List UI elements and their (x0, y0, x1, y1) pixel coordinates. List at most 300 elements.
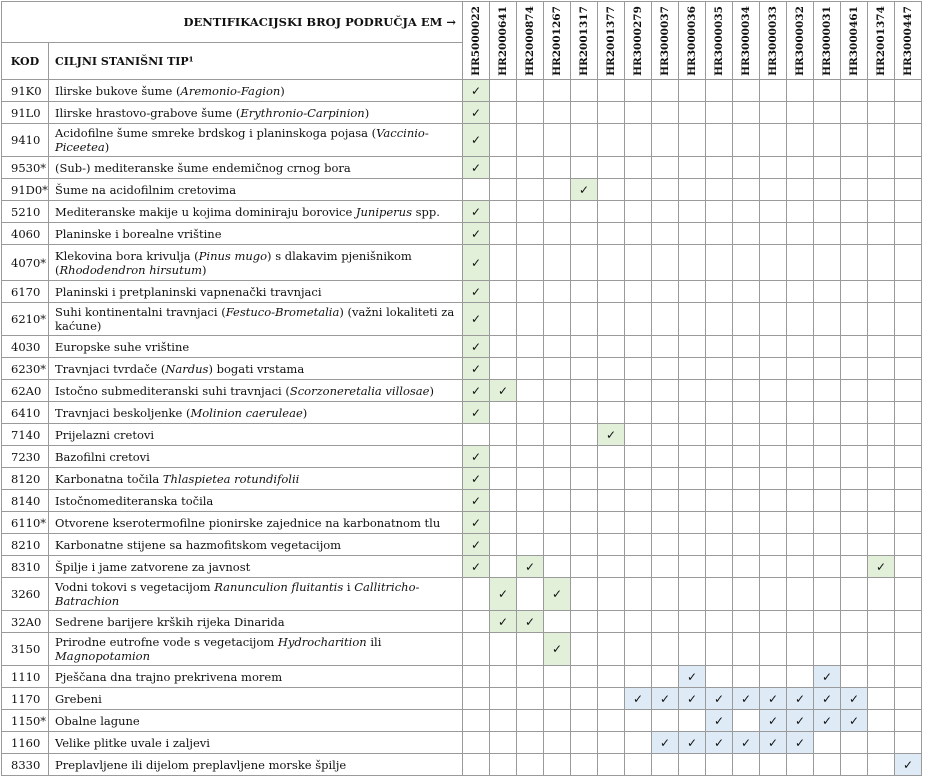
check-icon: ✓ (470, 284, 482, 299)
check-icon: ✓ (470, 339, 482, 354)
empty-cell (841, 556, 868, 578)
empty-cell (652, 534, 679, 556)
check-icon: ✓ (470, 133, 482, 147)
empty-cell (895, 124, 922, 157)
check-mark-cell (841, 710, 868, 732)
habitat-name-text: Prijelazni cretovi (55, 427, 155, 442)
empty-cell (544, 102, 571, 124)
empty-cell (868, 490, 895, 512)
empty-cell (544, 424, 571, 446)
empty-cell (598, 223, 625, 245)
check-icon: ✓ (470, 559, 482, 574)
empty-cell (625, 201, 652, 223)
empty-cell (787, 303, 814, 336)
check-mark-cell (463, 124, 490, 157)
habitat-name-latin: Molinion caeruleae (190, 405, 303, 420)
empty-cell (760, 179, 787, 201)
empty-cell (814, 512, 841, 534)
empty-cell (787, 102, 814, 124)
empty-cell (895, 245, 922, 281)
habitat-code: 62A0 (2, 380, 49, 402)
empty-cell (463, 611, 490, 633)
check-mark-cell (598, 424, 625, 446)
empty-cell (517, 201, 544, 223)
empty-cell (544, 223, 571, 245)
site-header-hr2001377 (598, 2, 625, 80)
empty-cell (868, 179, 895, 201)
habitat-code: 7230 (2, 446, 49, 468)
empty-cell (895, 468, 922, 490)
empty-cell (463, 179, 490, 201)
empty-cell (544, 336, 571, 358)
habitat-name-text: Preplavljene ili dijelom preplavljene morske špilje (55, 757, 347, 772)
empty-cell (679, 446, 706, 468)
habitat-name (49, 358, 463, 380)
check-icon: ✓ (551, 587, 563, 601)
site-id-label: HR3000033 (767, 5, 779, 76)
empty-cell (598, 179, 625, 201)
empty-cell (490, 446, 517, 468)
habitat-code: 1150* (2, 710, 49, 732)
empty-cell (787, 281, 814, 303)
empty-cell (679, 556, 706, 578)
check-mark-cell (625, 688, 652, 710)
check-icon: ✓ (470, 83, 482, 98)
empty-cell (895, 490, 922, 512)
check-mark-cell (463, 303, 490, 336)
site-id-label: HR3000031 (821, 5, 833, 76)
check-mark-cell (841, 688, 868, 710)
empty-cell (625, 336, 652, 358)
empty-cell (490, 754, 517, 776)
empty-cell (706, 534, 733, 556)
site-id-label: HR2001267 (551, 5, 563, 76)
empty-cell (868, 245, 895, 281)
empty-cell (733, 633, 760, 666)
site-header-hr3000461 (841, 2, 868, 80)
empty-cell (733, 336, 760, 358)
empty-cell (571, 380, 598, 402)
empty-cell (868, 201, 895, 223)
empty-cell (841, 303, 868, 336)
empty-cell (895, 688, 922, 710)
habitat-name (49, 80, 463, 102)
empty-cell (787, 556, 814, 578)
habitat-name-text: Velike plitke uvale i zaljevi (55, 735, 210, 750)
empty-cell (868, 380, 895, 402)
empty-cell (706, 303, 733, 336)
empty-cell (706, 666, 733, 688)
empty-cell (868, 80, 895, 102)
check-mark-cell (463, 556, 490, 578)
habitat-code: 4070* (2, 245, 49, 281)
empty-cell (814, 468, 841, 490)
check-mark-cell (895, 754, 922, 776)
empty-cell (733, 424, 760, 446)
check-mark-cell (544, 633, 571, 666)
empty-cell (841, 245, 868, 281)
habitat-code: 8140 (2, 490, 49, 512)
table-row (2, 446, 922, 468)
empty-cell (787, 468, 814, 490)
empty-cell (868, 688, 895, 710)
empty-cell (625, 380, 652, 402)
site-id-label: HR3000032 (794, 5, 806, 76)
empty-cell (841, 124, 868, 157)
table-row (2, 556, 922, 578)
empty-cell (544, 446, 571, 468)
empty-cell (760, 201, 787, 223)
empty-cell (868, 424, 895, 446)
empty-cell (706, 157, 733, 179)
check-icon: ✓ (686, 691, 698, 706)
check-icon: ✓ (767, 713, 779, 728)
check-icon: ✓ (632, 691, 644, 706)
empty-cell (760, 633, 787, 666)
habitat-name-latin: Nardus (165, 361, 209, 376)
empty-cell (841, 633, 868, 666)
table-row (2, 402, 922, 424)
empty-cell (868, 666, 895, 688)
check-mark-cell (463, 446, 490, 468)
check-icon: ✓ (605, 427, 617, 442)
site-id-label: HR3000037 (659, 5, 671, 76)
empty-cell (733, 281, 760, 303)
check-icon: ✓ (740, 735, 752, 750)
empty-cell (571, 666, 598, 688)
empty-cell (652, 666, 679, 688)
empty-cell (814, 633, 841, 666)
empty-cell (490, 490, 517, 512)
habitat-name-text: Vodni tokovi s vegetacijom (55, 580, 215, 594)
habitat-name-text: i (343, 580, 355, 594)
check-icon: ✓ (902, 757, 914, 772)
site-header-hr3000032 (787, 2, 814, 80)
empty-cell (868, 446, 895, 468)
check-icon: ✓ (470, 471, 482, 486)
empty-cell (598, 732, 625, 754)
empty-cell (652, 358, 679, 380)
empty-cell (517, 633, 544, 666)
empty-cell (841, 402, 868, 424)
check-icon: ✓ (497, 383, 509, 398)
check-mark-cell (463, 281, 490, 303)
empty-cell (625, 102, 652, 124)
empty-cell (679, 223, 706, 245)
empty-cell (733, 201, 760, 223)
table-row (2, 102, 922, 124)
empty-cell (625, 578, 652, 611)
empty-cell (760, 468, 787, 490)
empty-cell (598, 358, 625, 380)
empty-cell (841, 578, 868, 611)
empty-cell (517, 534, 544, 556)
check-mark-cell (463, 223, 490, 245)
empty-cell (814, 80, 841, 102)
empty-cell (868, 124, 895, 157)
empty-cell (868, 303, 895, 336)
empty-cell (490, 666, 517, 688)
habitat-name-latin: Ranunculion fluitantis (214, 580, 344, 594)
table-row (2, 157, 922, 179)
empty-cell (652, 402, 679, 424)
site-header-hr2001374 (868, 2, 895, 80)
check-icon: ✓ (821, 691, 833, 706)
empty-cell (814, 424, 841, 446)
check-icon: ✓ (794, 691, 806, 706)
check-mark-cell (787, 732, 814, 754)
table-row (2, 80, 922, 102)
empty-cell (895, 732, 922, 754)
check-mark-cell (517, 611, 544, 633)
check-mark-cell (868, 556, 895, 578)
check-icon: ✓ (470, 405, 482, 420)
empty-cell (625, 754, 652, 776)
habitat-code: 5210 (2, 201, 49, 223)
habitat-name-text: Obalne lagune (55, 713, 140, 728)
check-mark-cell (463, 402, 490, 424)
check-icon: ✓ (470, 226, 482, 241)
site-header-hr2000874 (517, 2, 544, 80)
empty-cell (706, 80, 733, 102)
habitat-name-text: Karbonatne stijene sa hazmofitskom vegetacijom (55, 537, 342, 552)
empty-cell (571, 281, 598, 303)
empty-cell (841, 281, 868, 303)
check-mark-cell (517, 556, 544, 578)
habitat-name (49, 201, 463, 223)
habitat-name-latin: Thlaspietea rotundifolii (162, 471, 300, 486)
habitat-name (49, 732, 463, 754)
empty-cell (733, 380, 760, 402)
empty-cell (679, 124, 706, 157)
habitat-name (49, 611, 463, 633)
empty-cell (544, 245, 571, 281)
empty-cell (868, 578, 895, 611)
site-header-hr3000031 (814, 2, 841, 80)
empty-cell (625, 611, 652, 633)
empty-cell (625, 633, 652, 666)
habitat-code: 91D0* (2, 179, 49, 201)
check-mark-cell (652, 732, 679, 754)
empty-cell (760, 102, 787, 124)
empty-cell (463, 633, 490, 666)
habitat-name-latin: Magnopotamion (55, 649, 150, 663)
empty-cell (490, 402, 517, 424)
empty-cell (895, 179, 922, 201)
empty-cell (571, 402, 598, 424)
check-mark-cell (463, 512, 490, 534)
empty-cell (598, 446, 625, 468)
empty-cell (706, 424, 733, 446)
empty-cell (760, 578, 787, 611)
empty-cell (652, 303, 679, 336)
check-icon: ✓ (470, 537, 482, 552)
empty-cell (679, 424, 706, 446)
habitat-name-text: ili (366, 635, 382, 649)
habitat-name (49, 380, 463, 402)
table-row (2, 578, 922, 611)
empty-cell (544, 490, 571, 512)
empty-cell (706, 102, 733, 124)
site-header-hr3000447 (895, 2, 922, 80)
check-icon: ✓ (794, 713, 806, 728)
empty-cell (787, 578, 814, 611)
habitat-name (49, 578, 463, 611)
check-mark-cell (652, 688, 679, 710)
empty-cell (598, 281, 625, 303)
empty-cell (895, 358, 922, 380)
habitat-name-text: ) (104, 140, 110, 154)
empty-cell (598, 402, 625, 424)
check-icon: ✓ (767, 691, 779, 706)
empty-cell (895, 223, 922, 245)
habitat-code: 8330 (2, 754, 49, 776)
habitat-name-text: Ilirske hrastovo-grabove šume ( (55, 105, 241, 120)
empty-cell (814, 102, 841, 124)
empty-cell (787, 358, 814, 380)
empty-cell (733, 490, 760, 512)
site-header-hr5000022 (463, 2, 490, 80)
empty-cell (571, 201, 598, 223)
habitat-name-latin: Callitricho-Batrachion (55, 580, 420, 608)
empty-cell (652, 611, 679, 633)
site-id-label: HR2000874 (524, 5, 536, 76)
empty-cell (652, 754, 679, 776)
site-id-label: HR5000022 (470, 5, 482, 76)
empty-cell (544, 201, 571, 223)
empty-cell (598, 102, 625, 124)
empty-cell (706, 633, 733, 666)
habitat-name-text: ) (364, 105, 370, 120)
empty-cell (598, 578, 625, 611)
empty-cell (598, 556, 625, 578)
habitat-name-text: ) (302, 405, 308, 420)
habitat-name (49, 512, 463, 534)
check-mark-cell (463, 157, 490, 179)
habitat-name-latin: Hydrocharition (277, 635, 367, 649)
empty-cell (706, 578, 733, 611)
empty-cell (652, 336, 679, 358)
empty-cell (760, 424, 787, 446)
empty-cell (544, 688, 571, 710)
empty-cell (490, 303, 517, 336)
habitat-name-text: ) s dlakavim pjenišnikom ( (55, 248, 412, 277)
table-row (2, 223, 922, 245)
habitat-name-latin: Juniperus (355, 204, 412, 219)
table-row (2, 303, 922, 336)
empty-cell (706, 358, 733, 380)
habitat-code: 6230* (2, 358, 49, 380)
empty-cell (787, 534, 814, 556)
habitat-name-text: Šume na acidofilnim cretovima (55, 182, 237, 197)
empty-cell (814, 201, 841, 223)
empty-cell (706, 490, 733, 512)
check-icon: ✓ (659, 691, 671, 706)
empty-cell (652, 446, 679, 468)
empty-cell (895, 157, 922, 179)
empty-cell (814, 611, 841, 633)
empty-cell (517, 80, 544, 102)
empty-cell (787, 380, 814, 402)
empty-cell (706, 179, 733, 201)
table-row (2, 124, 922, 157)
empty-cell (787, 157, 814, 179)
empty-cell (625, 424, 652, 446)
table-row (2, 512, 922, 534)
empty-cell (517, 754, 544, 776)
check-mark-cell (463, 201, 490, 223)
check-mark-cell (760, 710, 787, 732)
empty-cell (706, 512, 733, 534)
empty-cell (787, 402, 814, 424)
table-body (2, 80, 922, 776)
table-row (2, 633, 922, 666)
habitat-name-text: Travnjaci beskoljenke ( (55, 405, 191, 420)
habitat-name (49, 336, 463, 358)
empty-cell (625, 281, 652, 303)
habitat-name-latin: Erythronio-Carpinion (240, 105, 365, 120)
empty-cell (517, 380, 544, 402)
check-icon: ✓ (740, 691, 752, 706)
empty-cell (841, 102, 868, 124)
empty-cell (463, 688, 490, 710)
site-header-hr3000034 (733, 2, 760, 80)
empty-cell (679, 402, 706, 424)
habitat-name-text: ) (202, 262, 207, 277)
empty-cell (706, 201, 733, 223)
habitat-name (49, 402, 463, 424)
empty-cell (814, 281, 841, 303)
empty-cell (733, 223, 760, 245)
empty-cell (544, 710, 571, 732)
empty-cell (895, 556, 922, 578)
empty-cell (706, 281, 733, 303)
check-mark-cell (463, 102, 490, 124)
habitat-name (49, 223, 463, 245)
check-mark-cell (787, 688, 814, 710)
empty-cell (517, 666, 544, 688)
empty-cell (787, 201, 814, 223)
empty-cell (652, 710, 679, 732)
site-id-label: HR2001374 (875, 5, 887, 76)
check-mark-cell (463, 380, 490, 402)
check-mark-cell (679, 666, 706, 688)
empty-cell (625, 223, 652, 245)
empty-cell (868, 534, 895, 556)
habitat-name-text: ) (280, 83, 285, 98)
empty-cell (679, 281, 706, 303)
empty-cell (679, 358, 706, 380)
empty-cell (814, 157, 841, 179)
site-id-label: HR3000035 (713, 5, 725, 76)
empty-cell (706, 754, 733, 776)
empty-cell (544, 534, 571, 556)
empty-cell (571, 446, 598, 468)
empty-cell (490, 556, 517, 578)
empty-cell (706, 245, 733, 281)
empty-cell (814, 223, 841, 245)
empty-cell (787, 611, 814, 633)
empty-cell (625, 245, 652, 281)
check-mark-cell (733, 732, 760, 754)
habitat-name (49, 179, 463, 201)
empty-cell (463, 732, 490, 754)
empty-cell (841, 754, 868, 776)
site-header-hr3000036 (679, 2, 706, 80)
habitat-name-latin: Festuco-Brometalia (225, 305, 340, 319)
habitat-name (49, 468, 463, 490)
empty-cell (598, 666, 625, 688)
